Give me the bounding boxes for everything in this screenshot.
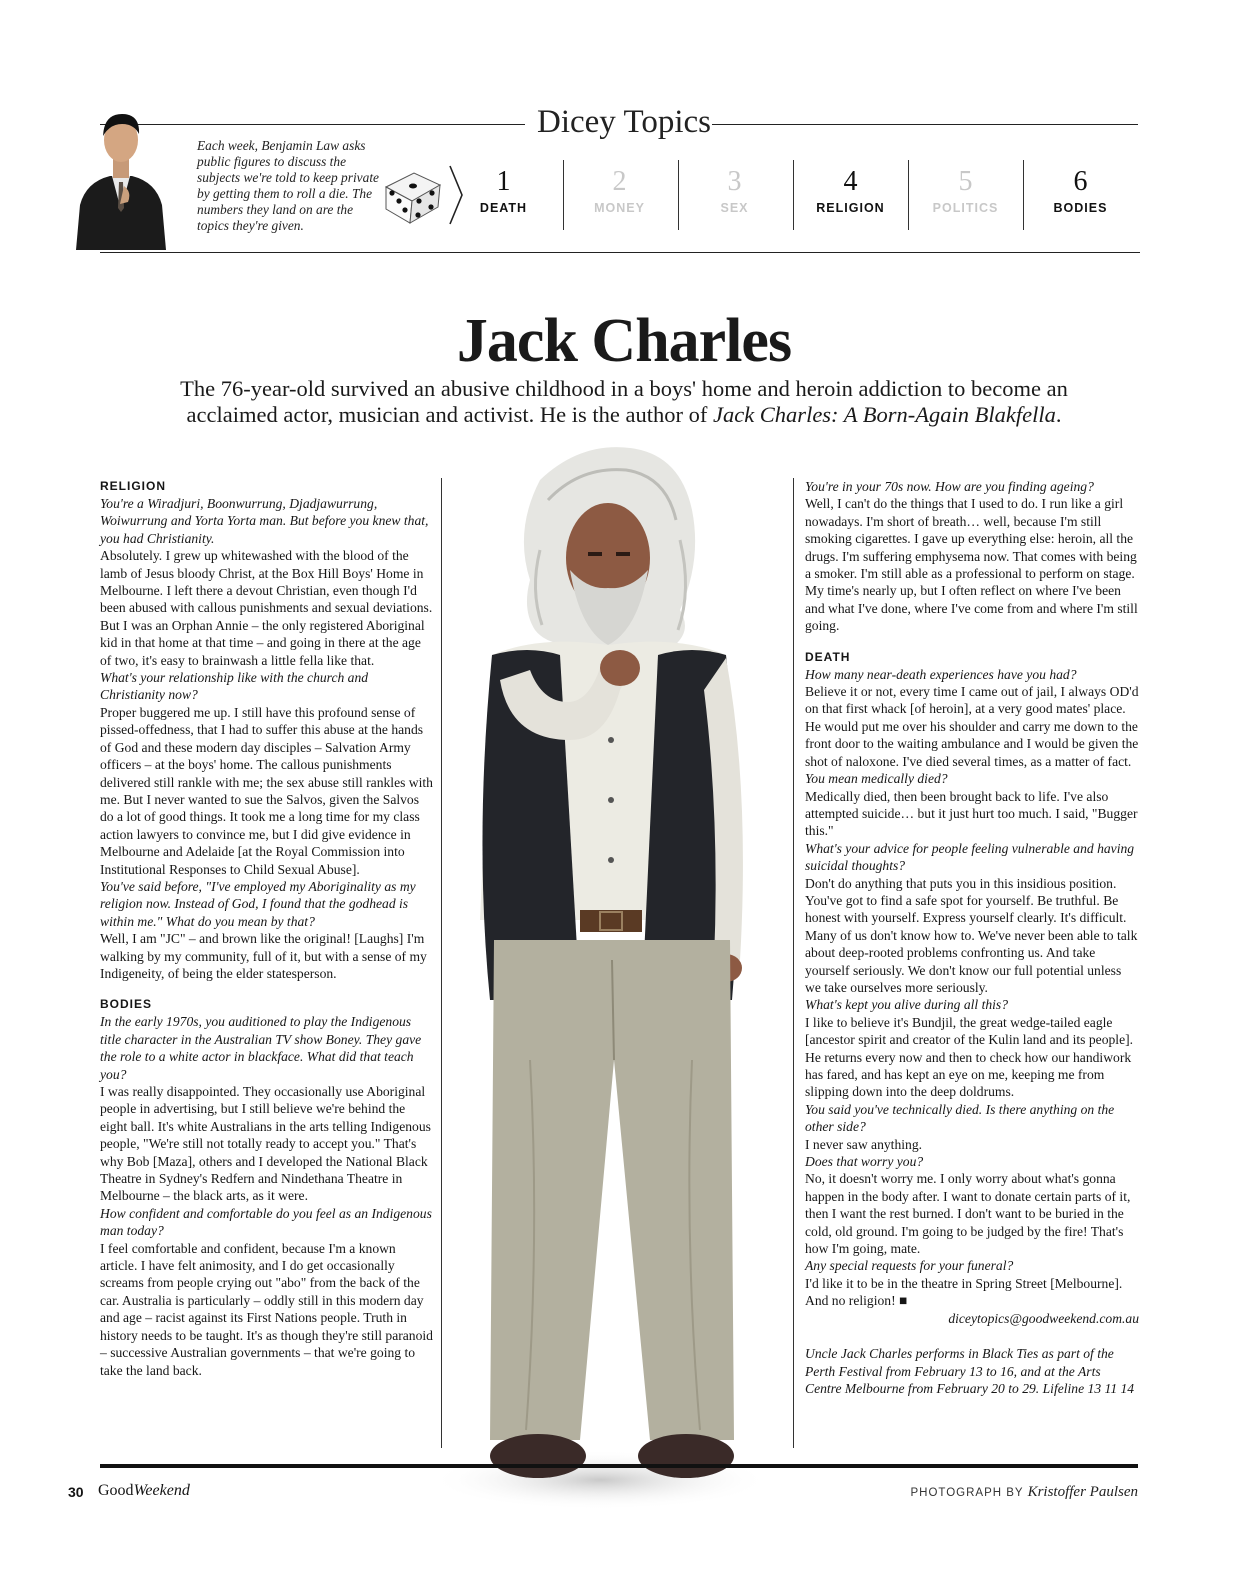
- page-number: 30: [68, 1484, 84, 1500]
- topic-number: 4: [843, 166, 858, 197]
- question-paragraph: How many near-death experiences have you had?: [805, 666, 1077, 682]
- header-rule-right: [712, 124, 1138, 125]
- topic-number: 3: [727, 166, 742, 197]
- section-heading: BODIES: [100, 997, 153, 1012]
- topic-sex: [677, 160, 792, 232]
- topic-number: 2: [612, 166, 627, 197]
- column-intro: Each week, Benjamin Law asks public figures to discuss the subjects we're told to keep private by getting them to roll a die. The numbers they land on are the topics they're given.: [197, 138, 379, 233]
- answer-paragraph: Well, I am "JC" – and brown like the original! [Laughs] I'm walking by my community, full of it, but with a sense of my Indigeneity, of being the elder statesperson.: [100, 931, 427, 981]
- question-paragraph: You said you've technically died. Is there anything on the other side?: [805, 1101, 1115, 1135]
- answer-paragraph: I'd like it to be in the theatre in Spring Street [Melbourne]. And no religion! ■: [805, 1275, 1123, 1309]
- answer-paragraph: Believe it or not, every time I came out of jail, I always OD'd on that first whack [of heroin], at a very good mates' place. He would put me over his shoulder and carry me down to the front door to the waiting ambulance and I would be given the shot of naloxone. I've died several times, as a matter of fact.: [805, 684, 1139, 769]
- topic-number: 1: [496, 166, 511, 197]
- right-column: [805, 478, 1139, 1397]
- left-column: [100, 478, 435, 1379]
- question-paragraph: Does that worry you?: [805, 1154, 924, 1170]
- contact-email: diceytopics@goodweekend.com.au: [948, 1310, 1139, 1326]
- question-paragraph: You mean medically died?: [805, 771, 948, 787]
- question-paragraph: In the early 1970s, you auditioned to play the Indigenous title character in the Australian TV show Boney. They gave the role to a white actor in blackface. What did that teach you?: [100, 1014, 422, 1082]
- topic-number: 6: [1073, 166, 1088, 197]
- topic-death: [446, 160, 561, 232]
- answer-paragraph: I was really disappointed. They occasionally use Aboriginal people in advertising, but I still believe we're behind the eight ball. It's white Australians in the arts telling Indigenous people, "We're still not totally ready to accept you." That's why Bob [Maza], others and I developed the National Black Theatre in Sydney's Redfern and Nindethana Theatre in Melbourne – the black arts, as it were.: [100, 1084, 431, 1204]
- event-note: Uncle Jack Charles performs in Black Ties as part of the Perth Festival from February 13 to 16, and at the Arts Centre Melbourne from February 20 to 29. Lifeline 13 11 14: [805, 1346, 1135, 1396]
- question-paragraph: You've said before, "I've employed my Aboriginality as my religion now. Instead of God, I found that the godhead is within me." What do you mean by that?: [100, 878, 416, 929]
- question-paragraph: What's kept you alive during all this?: [805, 997, 1009, 1013]
- topic-bodies: [1023, 160, 1138, 232]
- topic-politics: [908, 160, 1023, 232]
- topic-label: SEX: [720, 201, 749, 215]
- bottom-rule: [100, 1464, 1138, 1468]
- author-portrait-icon: [76, 100, 166, 250]
- answer-paragraph: Absolutely. I grew up whitewashed with the blood of the lamb of Jesus bloody Christ, at the Box Hill Boys' Home in Melbourne. I left there a devout Christian, even though I'd been abused with callous punishments and sexual deviations. But I was an Orphan Annie – the only registered Aboriginal kid in that home at that time – and going in there at the age of two, it's easy to brainwash a little fella like that.: [100, 548, 433, 668]
- article-headline: Jack Charles: [456, 307, 792, 375]
- answer-paragraph: Proper buggered me up. I still have this profound sense of pissed-offedness, that I had to suffer this abuse at the hands of God and these modern day disciples – Salvation Army officers – at the boys' home. The callous punishments delivered still rankle with me; the sex abuse still rankles with me. But I never wanted to sue the Salvos, given the Salvos do a lot of good things. It took me a long time for my class action lawyers to convince me, but I did give evidence in Melbourne and Adelaide [at the Royal Commission into Institutional Responses to Child Sexual Abuse].: [100, 704, 433, 877]
- credit-label: PHOTOGRAPH BY: [910, 1487, 1024, 1499]
- answer-paragraph: Medically died, then been brought back to life. I've also attempted suicide… but it just hurt too much. I said, "Bugger this.": [805, 788, 1138, 839]
- topic-money: [562, 160, 677, 232]
- question-paragraph: How confident and comfortable do you feel as an Indigenous man today?: [100, 1205, 432, 1239]
- article-standfirst: [140, 376, 1108, 428]
- topic-number: 5: [958, 166, 973, 197]
- column-rule-right: [793, 478, 794, 1448]
- answer-paragraph: I like to believe it's Bundjil, the great wedge-tailed eagle [ancestor spirit and creator of the Kulin land and its people]. He returns every now and then to check how our handiwork has fared, and has kept an eye on me, keeping me from slipping down into the deep doldrums.: [805, 1014, 1134, 1100]
- answer-paragraph: Well, I can't do the things that I used to do. I run like a girl nowadays. I'm short of breath… well, because I'm still smoking cigarettes. I gave up everything else: heroin, all the drugs. I'm suffering emphysema now. That comes with being a smoker. I'm still able as a professional to perform on stage. My time's nearly up, but I often reflect on where I've been and what I've done, where I've come from and where I'm still going.: [805, 496, 1138, 634]
- topic-label: RELIGION: [816, 201, 885, 215]
- question-paragraph: What's your relationship like with the church and Christianity now?: [100, 670, 369, 703]
- magazine-name-a: Good: [98, 1482, 134, 1499]
- section-title: Dicey Topics: [537, 104, 711, 140]
- photo-credit: [910, 1484, 1138, 1501]
- credit-name: Kristoffer Paulsen: [1027, 1484, 1138, 1500]
- column-rule-left: [441, 478, 442, 1448]
- standfirst-end: .: [1055, 402, 1062, 427]
- header-rule-bottom: [100, 252, 1140, 253]
- book-title: Jack Charles: A Born-Again Blakfella: [712, 402, 1056, 427]
- section-heading: RELIGION: [100, 479, 167, 493]
- answer-paragraph: I feel comfortable and confident, because I'm a known article. I have felt animosity, and I do get occasionally screams from people crying out "abo" from the back of the car. Australia is particularly – oddly still in this modern day and age – racist against its First Nations people. Truth in history needs to be taught. It's as though they're still paranoid – successive Australian governments – that we're going to take the land back.: [100, 1240, 433, 1378]
- question-paragraph: You're a Wiradjuri, Boonwurrung, Djadjawurrung, Woiwurrung and Yorta Yorta man. But before you knew that, you had Christianity.: [100, 496, 429, 546]
- question-paragraph: What's your advice for people feeling vulnerable and having suicidal thoughts?: [805, 840, 1135, 874]
- portrait-photo: [430, 440, 790, 1525]
- topic-religion: [793, 160, 908, 232]
- magazine-name: [98, 1482, 190, 1500]
- answer-paragraph: I never saw anything.: [805, 1136, 923, 1152]
- question-paragraph: Any special requests for your funeral?: [805, 1258, 1014, 1274]
- topic-label: BODIES: [1053, 201, 1108, 215]
- topic-label: DEATH: [479, 201, 528, 215]
- question-paragraph: You're in your 70s now. How are you finding ageing?: [805, 479, 1094, 494]
- magazine-name-b: Weekend: [133, 1482, 190, 1499]
- section-heading: DEATH: [805, 649, 851, 664]
- answer-paragraph: No, it doesn't worry me. I only worry about what's gonna happen in the body after. I want to donate certain parts of it, then I want the rest burned. I don't want to be buried in the cold, old ground. I'm going to be judged by the fire! That's how I'm going, mate.: [805, 1171, 1131, 1257]
- topic-label: POLITICS: [932, 201, 999, 215]
- standfirst-text: The 76-year-old survived an abusive childhood in a boys' home and heroin addiction to become an acclaimed actor, musician and activist. He is the author of: [180, 376, 1068, 427]
- dice-icon: [380, 165, 446, 225]
- topic-label: MONEY: [594, 201, 645, 215]
- answer-paragraph: Don't do anything that puts you in this insidious position. You've got to find a safe spot for yourself. Be truthful. Be honest with yourself. Express yourself clearly. It's difficult. Many of us don't know how to. We've never been able to talk about deep-rooted problems confronting us. And take yourself seriously. We don't know our full potential unless we take ourselves more seriously.: [805, 875, 1138, 995]
